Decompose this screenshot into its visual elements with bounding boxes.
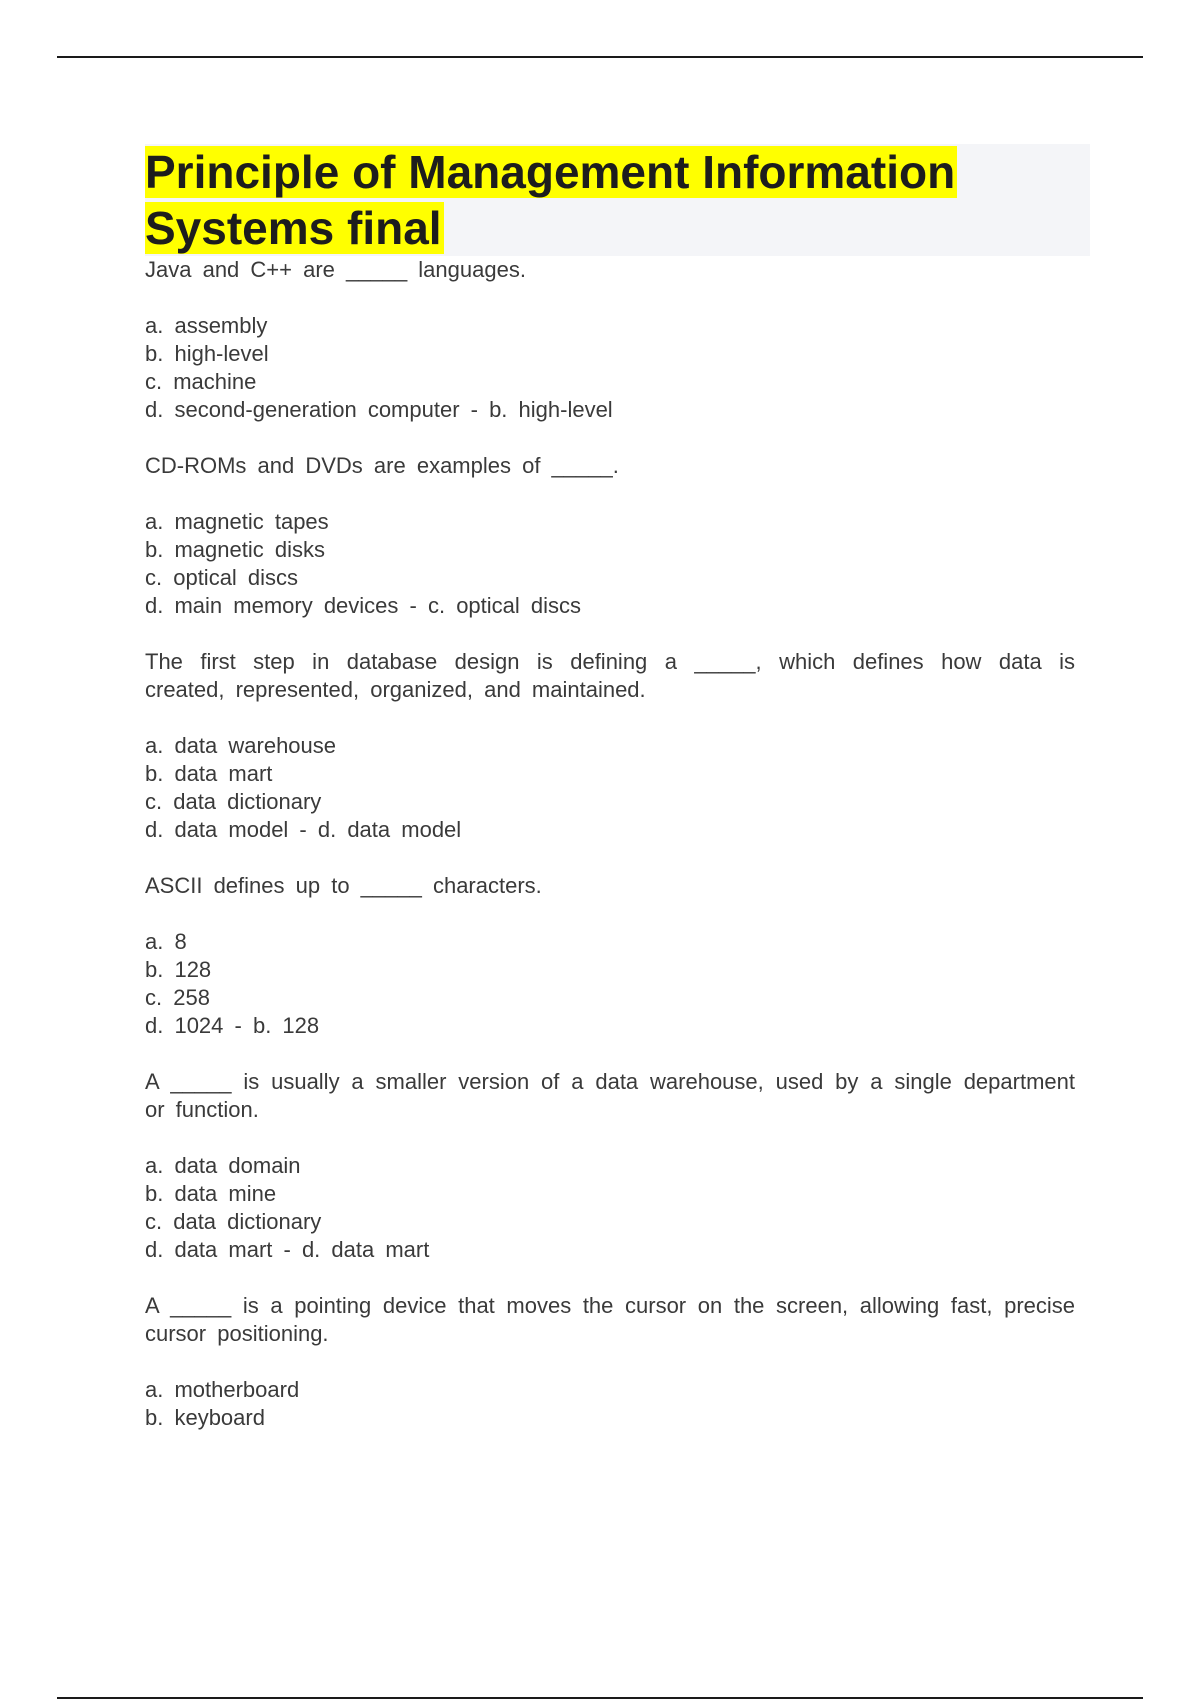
option-b: b. high-level bbox=[145, 341, 269, 366]
option-c: c. 258 bbox=[145, 985, 210, 1010]
option-list bbox=[145, 1376, 1075, 1432]
option-list bbox=[145, 732, 1075, 844]
option-d-with-answer: d. data model - d. data model bbox=[145, 817, 462, 842]
option-d-with-answer: d. second-generation computer - b. high-level bbox=[145, 397, 613, 422]
option-d-with-answer: d. 1024 - b. 128 bbox=[145, 1013, 320, 1038]
option-b: b. keyboard bbox=[145, 1405, 265, 1430]
question-2 bbox=[145, 452, 1075, 620]
page-title-text: Principle of Management Information Systems final bbox=[145, 146, 956, 254]
option-a: a. 8 bbox=[145, 929, 187, 954]
question-text: Java and C++ are _____ languages. bbox=[145, 257, 526, 282]
option-c: c. data dictionary bbox=[145, 1209, 322, 1234]
option-list bbox=[145, 312, 1075, 424]
question-list bbox=[145, 256, 1075, 1460]
option-c: c. data dictionary bbox=[145, 789, 322, 814]
option-a: a. assembly bbox=[145, 313, 268, 338]
question-text: A _____ is a pointing device that moves the cursor on the screen, allowing fast, precise cursor positioning. bbox=[145, 1293, 1075, 1346]
option-a: a. magnetic tapes bbox=[145, 509, 329, 534]
option-list bbox=[145, 508, 1075, 620]
option-d-with-answer: d. data mart - d. data mart bbox=[145, 1237, 430, 1262]
option-b: b. data mart bbox=[145, 761, 273, 786]
question-4 bbox=[145, 872, 1075, 1040]
option-list bbox=[145, 1152, 1075, 1264]
question-1 bbox=[145, 256, 1075, 424]
option-b: b. magnetic disks bbox=[145, 537, 325, 562]
option-b: b. data mine bbox=[145, 1181, 277, 1206]
option-d-with-answer: d. main memory devices - c. optical discs bbox=[145, 593, 582, 618]
question-3 bbox=[145, 648, 1075, 844]
option-a: a. data domain bbox=[145, 1153, 301, 1178]
page-title bbox=[145, 144, 1045, 256]
question-text: A _____ is usually a smaller version of a data warehouse, used by a single department or function. bbox=[145, 1069, 1075, 1122]
option-a: a. motherboard bbox=[145, 1377, 300, 1402]
top-rule bbox=[57, 56, 1143, 58]
question-6 bbox=[145, 1292, 1075, 1432]
option-c: c. machine bbox=[145, 369, 257, 394]
question-text: ASCII defines up to _____ characters. bbox=[145, 873, 542, 898]
option-list bbox=[145, 928, 1075, 1040]
question-text: CD-ROMs and DVDs are examples of _____. bbox=[145, 453, 619, 478]
option-b: b. 128 bbox=[145, 957, 212, 982]
question-text: The first step in database design is defining a _____, which defines how data is created, represented, organized, and maintained. bbox=[145, 649, 1075, 702]
option-c: c. optical discs bbox=[145, 565, 299, 590]
question-5 bbox=[145, 1068, 1075, 1264]
option-a: a. data warehouse bbox=[145, 733, 337, 758]
bottom-rule bbox=[57, 1697, 1143, 1699]
